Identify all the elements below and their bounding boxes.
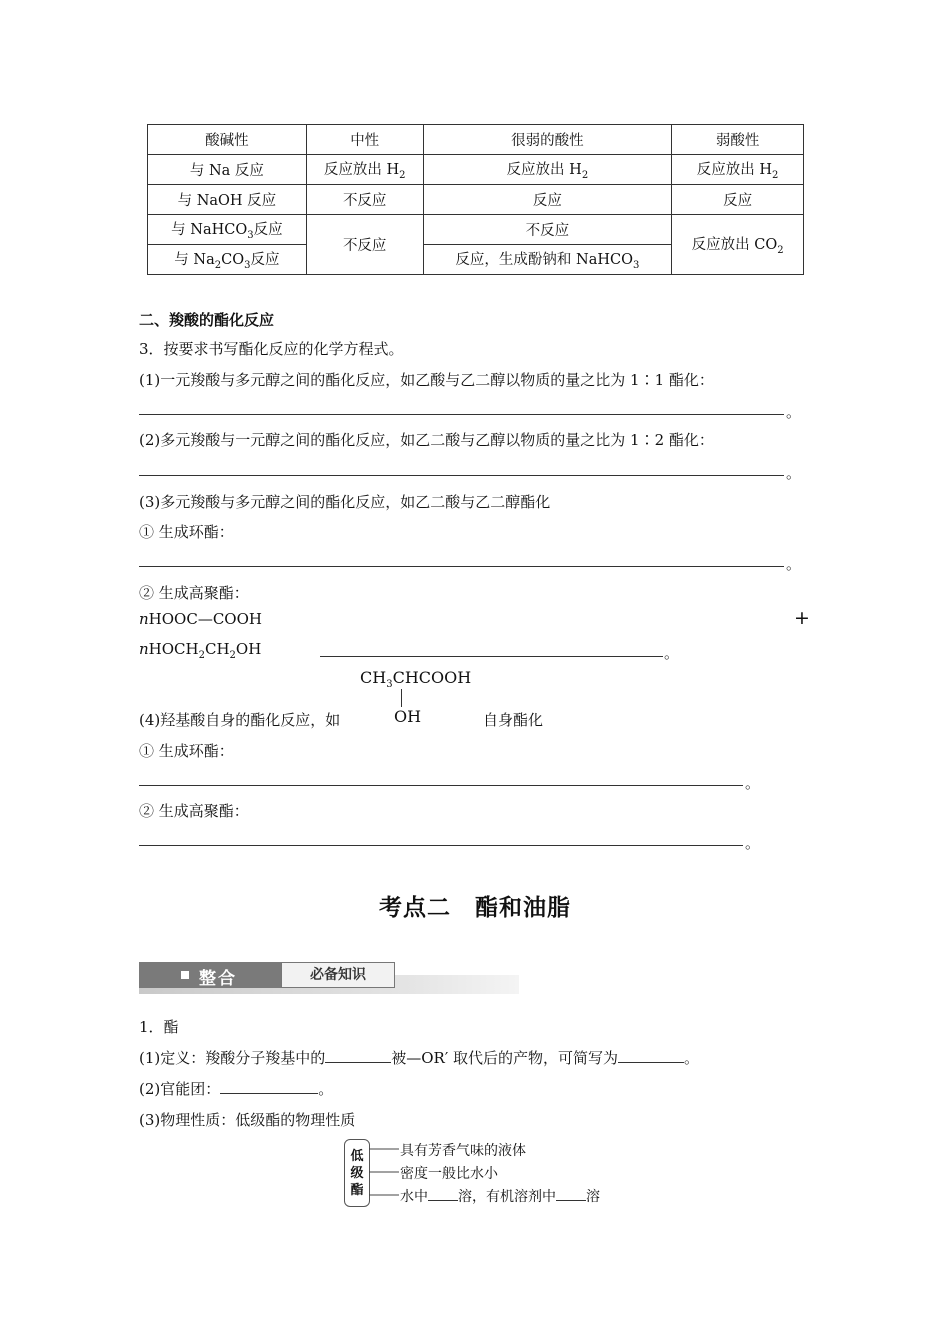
table-header-cell: 中性: [306, 125, 423, 155]
structure-oh: OH: [394, 707, 422, 726]
answer-blank[interactable]: [139, 845, 743, 846]
property-item: 具有芳香气味的液体: [400, 1143, 526, 1159]
table-cell: 反应放出 $CO_2$: [672, 215, 804, 275]
question-3-3: (3)多元羧酸与多元醇之间的酯化反应，如乙二酸与乙二醇酯化: [139, 493, 551, 511]
table-row: [148, 155, 804, 185]
ring-ester-label: ① 生成环酯：: [139, 523, 234, 541]
answer-blank[interactable]: [139, 785, 743, 786]
question-3-1: (1)一元羧酸与多元醇之间的酯化反应，如乙酸与乙二醇以物质的量之比为 1∶1 酯化：: [139, 371, 714, 389]
question-3-4-suffix: 自身酯化: [483, 711, 544, 729]
table-cell: 反应放出 $H_2$: [306, 155, 423, 185]
table-cell: 反应放出 $H_2$: [672, 155, 804, 185]
page-title: 考点二 酯和油脂: [379, 895, 571, 921]
answer-blank[interactable]: [139, 414, 784, 415]
table-row: [148, 215, 804, 245]
table-cell: 不反应: [306, 215, 423, 275]
reactant-oxalic-acid: nHOOC—COOH: [139, 610, 262, 628]
period: 。: [745, 774, 761, 792]
ester-definition: (1)定义：羧酸分子羧基中的 被—OR′ 取代后的产物，可简写为 。: [139, 1049, 700, 1067]
table-row: [148, 185, 804, 215]
period: 。: [786, 555, 802, 573]
branch-lines: [369, 1140, 399, 1204]
reactant-ethylene-glycol: $nHOCH_2CH_2OH$: [139, 640, 262, 661]
section-banner: [139, 962, 519, 996]
answer-blank[interactable]: [618, 1048, 684, 1063]
banner-dark-label: 整合: [199, 969, 237, 989]
question-3-2: (2)多元羧酸与一元醇之间的酯化反应，如乙二酸与乙醇以物质的量之比为 1∶2 酯化：: [139, 431, 714, 449]
table-cell: 与 NaOH 反应: [148, 185, 307, 215]
plus-sign: +: [794, 607, 810, 629]
table-cell: 与 NaHCO$_3$反应: [148, 215, 307, 245]
period: 。: [664, 644, 680, 662]
answer-blank[interactable]: [556, 1186, 586, 1201]
table-cell: 反应: [423, 185, 672, 215]
low-ester-box: 低 级 酯: [344, 1139, 370, 1207]
table-header-cell: 弱酸性: [672, 125, 804, 155]
banner-light-label: 必备知识: [281, 962, 395, 988]
property-item: 密度一般比水小: [400, 1166, 498, 1182]
table-cell: 反应，生成酚钠和 NaHCO$_3$: [423, 245, 672, 275]
answer-blank[interactable]: [325, 1048, 391, 1063]
polyester-label: ② 生成高聚酯：: [139, 584, 249, 602]
property-item: 水中 溶，有机溶剂中 溶: [400, 1186, 600, 1206]
structure-bond: [401, 689, 402, 707]
period: 。: [745, 834, 761, 852]
table-cell: 与 Na 反应: [148, 155, 307, 185]
banner-dark-tab: [139, 962, 281, 988]
answer-blank[interactable]: [139, 566, 784, 567]
answer-blank[interactable]: [220, 1079, 318, 1094]
table-cell: 不反应: [423, 215, 672, 245]
square-icon: [181, 971, 189, 979]
table-cell: 反应: [672, 185, 804, 215]
table-header-cell: 很弱的酸性: [423, 125, 672, 155]
physical-properties: (3)物理性质：低级酯的物理性质: [139, 1111, 356, 1129]
question-3-4: (4)羟基酸自身的酯化反应，如: [139, 711, 341, 729]
esters-heading: 1．酯: [139, 1018, 179, 1036]
answer-blank[interactable]: [320, 656, 663, 657]
period: 。: [786, 403, 802, 421]
answer-blank[interactable]: [139, 475, 784, 476]
table-header-cell: 酸碱性: [148, 125, 307, 155]
answer-blank[interactable]: [428, 1186, 458, 1201]
polyester-label: ② 生成高聚酯：: [139, 802, 249, 820]
functional-group: (2)官能团： 。: [139, 1080, 334, 1098]
properties-table: [147, 124, 804, 275]
table-cell: 不反应: [306, 185, 423, 215]
table-cell: 与 $Na_2CO_3$反应: [148, 245, 307, 275]
table-row: [148, 125, 804, 155]
table-cell: 反应放出 $H_2$: [423, 155, 672, 185]
ring-ester-label: ① 生成环酯：: [139, 742, 234, 760]
question-3: 3．按要求书写酯化反应的化学方程式。: [139, 340, 404, 358]
period: 。: [786, 464, 802, 482]
structure-top: $CH_3CHCOOH$: [360, 668, 472, 691]
section-heading: 二、羧酸的酯化反应: [139, 311, 275, 329]
